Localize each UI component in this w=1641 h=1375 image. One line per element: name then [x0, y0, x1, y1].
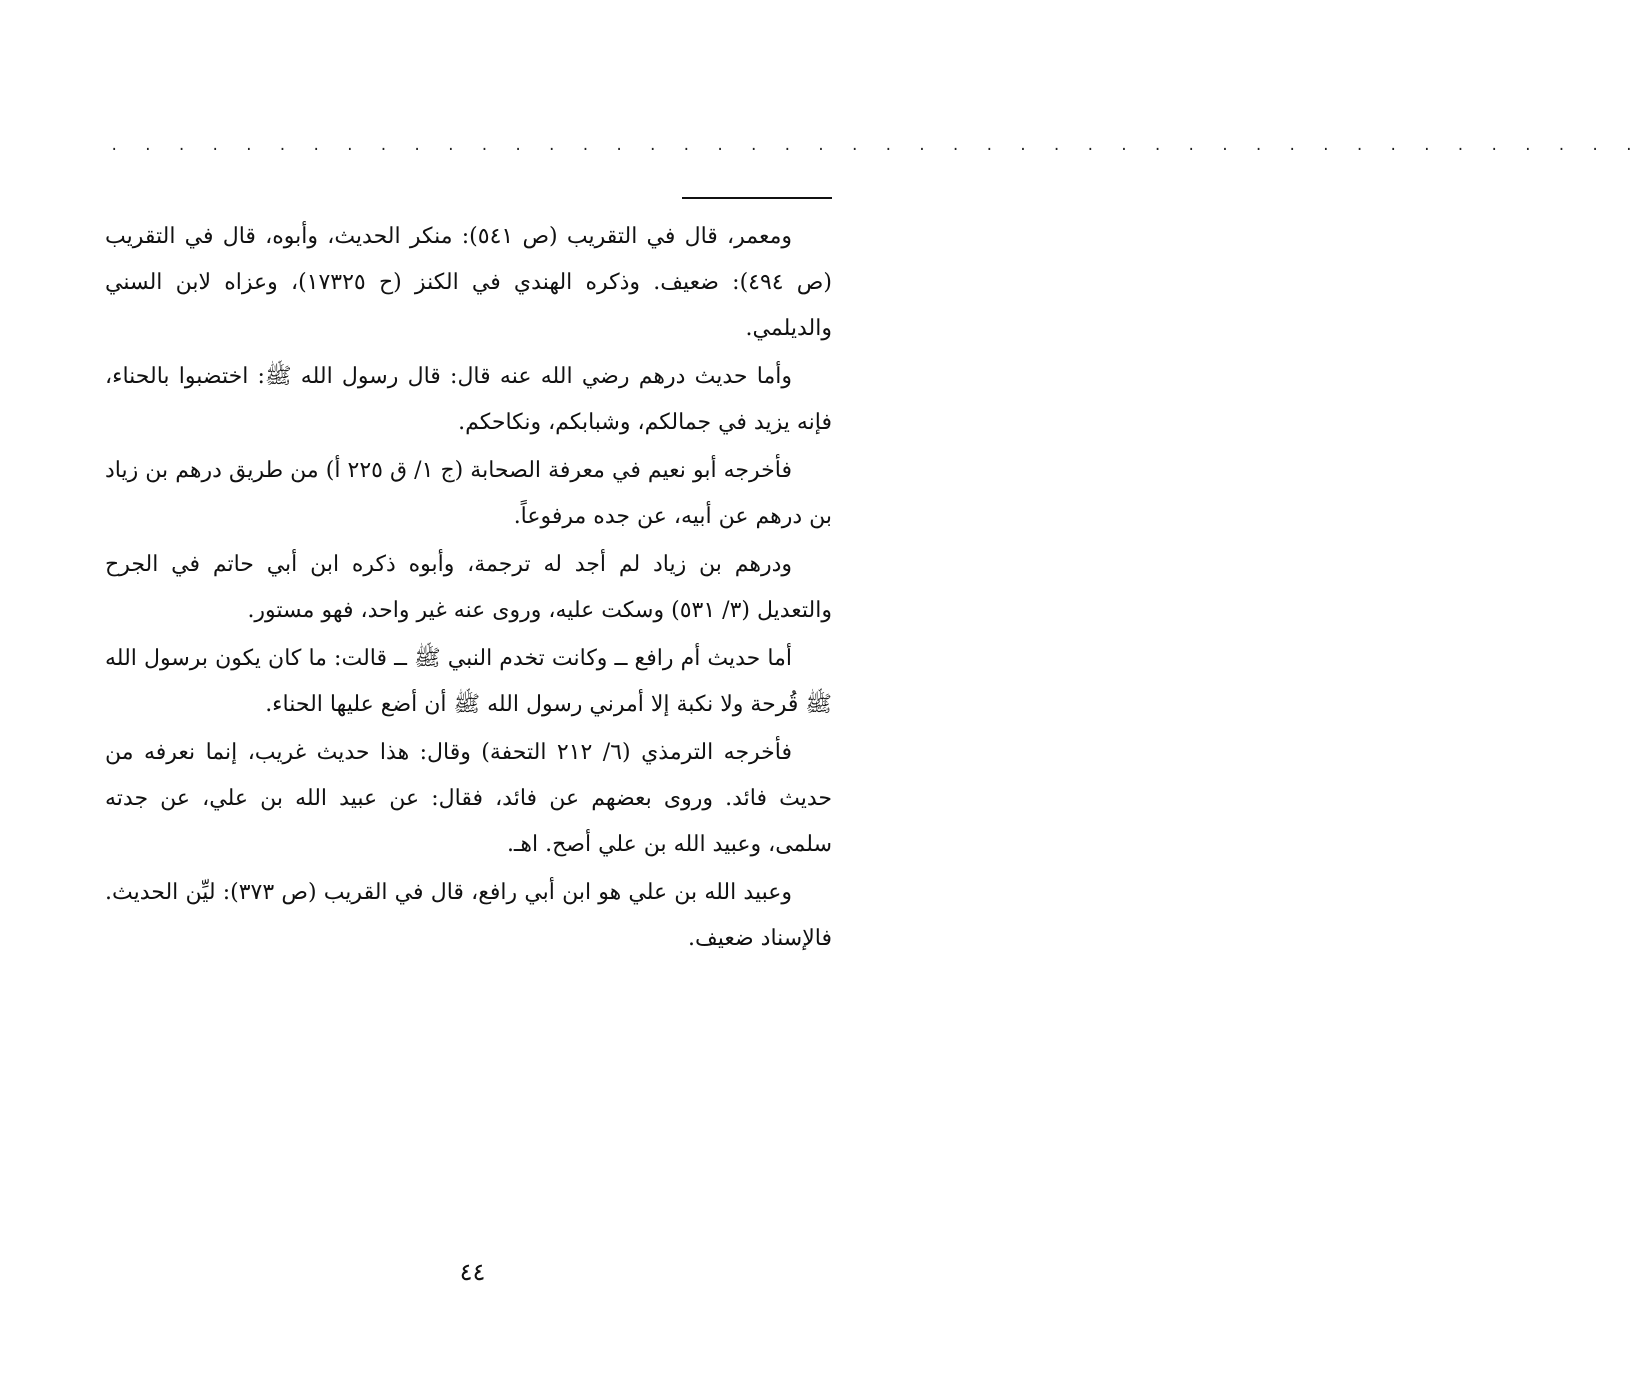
paragraph-1: ومعمر، قال في التقريب (ص ٥٤١): منكر الحديث، وأبوه، قال في التقريب (ص ٤٩٤): ضعيف. وذكره الهندي في الكنز (ح ١٧٣٢٥)، وعزاه لابن السني والديلمي.	[105, 224, 832, 341]
body-text	[105, 214, 832, 964]
paragraph-7: وعبيد الله بن علي هو ابن أبي رافع، قال في القريب (ص ٣٧٣): ليِّن الحديث. فالإسناد ضعيف.	[105, 880, 832, 951]
dotted-separator: . . . . . . . . . . . . . . . . . . . . . . . . . . . . . . . . . . . . . . . . . . . . . .	[110, 138, 1641, 154]
paragraph-4: ودرهم بن زياد لم أجد له ترجمة، وأبوه ذكره ابن أبي حاتم في الجرح والتعديل (٣/ ٥٣١) وسكت عليه، وروى عنه غير واحد، فهو مستور.	[105, 552, 832, 623]
page-number: ٤٤	[459, 1258, 486, 1286]
paragraph-2: وأما حديث درهم رضي الله عنه قال: قال رسول الله ﷺ: اختضبوا بالحناء، فإنه يزيد في جمالكم، وشبابكم، ونكاحكم.	[105, 364, 832, 435]
paragraph-3: فأخرجه أبو نعيم في معرفة الصحابة (ج ١/ ق ٢٢٥ أ) من طريق درهم بن زياد بن درهم عن أبيه، عن جده مرفوعاً.	[105, 458, 832, 529]
paragraph-6: فأخرجه الترمذي (٦/ ٢١٢ التحفة) وقال: هذا حديث غريب، إنما نعرفه من حديث فائد. وروى بعضهم عن فائد، فقال: عن عبيد الله بن علي، عن جدته سلمى، وعبيد الله بن علي أصح. اهـ.	[105, 740, 832, 857]
footnote-rule	[682, 197, 832, 199]
paragraph-5: أما حديث أم رافع ــ وكانت تخدم النبي ﷺ ــ قالت: ما كان يكون برسول الله ﷺ قُرحة ولا نكبة إلا أمرني رسول الله ﷺ أن أضع عليها الحناء.	[105, 646, 832, 717]
